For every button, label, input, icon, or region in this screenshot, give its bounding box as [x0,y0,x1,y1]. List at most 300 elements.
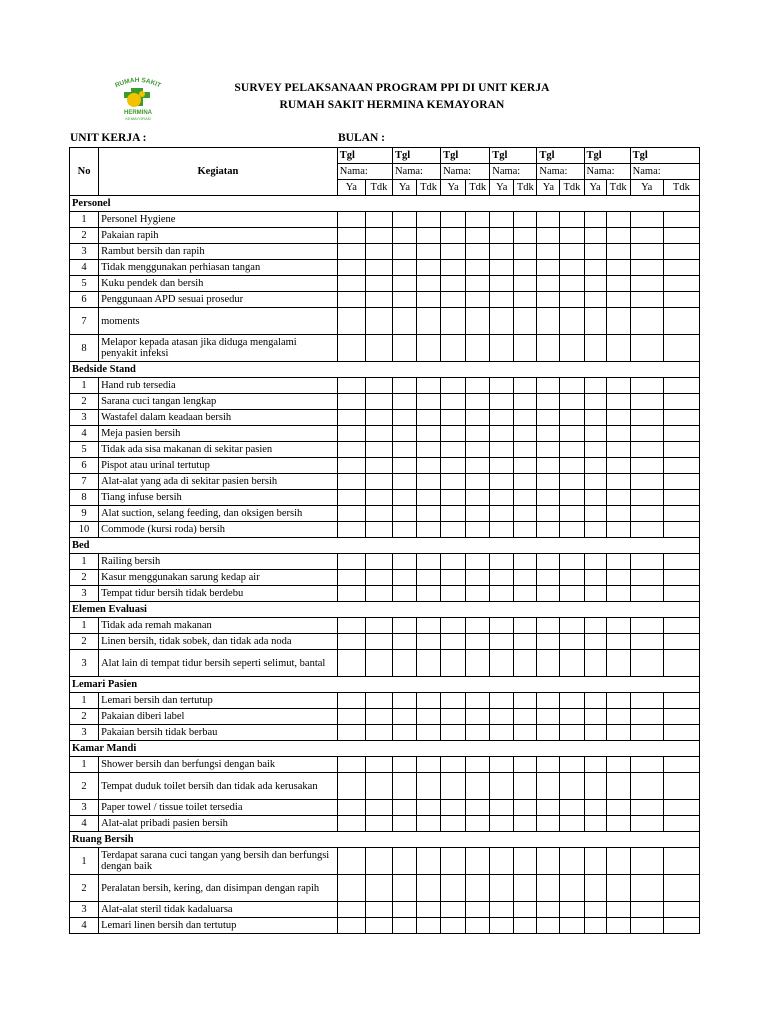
check-cell[interactable] [663,410,699,426]
check-cell[interactable] [606,410,630,426]
check-cell[interactable] [441,426,466,442]
check-cell[interactable] [365,586,392,602]
check-cell[interactable] [584,586,606,602]
check-cell[interactable] [392,618,416,634]
check-cell[interactable] [537,378,560,394]
check-cell[interactable] [537,410,560,426]
check-cell[interactable] [441,458,466,474]
check-cell[interactable] [584,725,606,741]
check-cell[interactable] [466,292,490,308]
check-cell[interactable] [490,490,514,506]
check-cell[interactable] [466,709,490,725]
check-cell[interactable] [337,292,365,308]
check-cell[interactable] [606,773,630,800]
check-cell[interactable] [663,292,699,308]
check-cell[interactable] [606,757,630,773]
check-cell[interactable] [584,618,606,634]
check-cell[interactable] [584,522,606,538]
check-cell[interactable] [606,212,630,228]
check-cell[interactable] [417,650,441,677]
check-cell[interactable] [490,276,514,292]
check-cell[interactable] [417,506,441,522]
check-cell[interactable] [490,442,514,458]
check-cell[interactable] [392,693,416,709]
check-cell[interactable] [630,490,663,506]
check-cell[interactable] [630,308,663,335]
check-cell[interactable] [490,378,514,394]
check-cell[interactable] [490,618,514,634]
check-cell[interactable] [490,693,514,709]
check-cell[interactable] [466,816,490,832]
check-cell[interactable] [537,816,560,832]
check-cell[interactable] [466,335,490,362]
check-cell[interactable] [537,244,560,260]
check-cell[interactable] [365,276,392,292]
check-cell[interactable] [584,709,606,725]
check-cell[interactable] [337,426,365,442]
check-cell[interactable] [441,410,466,426]
check-cell[interactable] [490,212,514,228]
check-cell[interactable] [630,800,663,816]
check-cell[interactable] [663,378,699,394]
check-cell[interactable] [630,458,663,474]
check-cell[interactable] [337,875,365,902]
check-cell[interactable] [417,442,441,458]
check-cell[interactable] [584,506,606,522]
check-cell[interactable] [606,725,630,741]
check-cell[interactable] [337,725,365,741]
check-cell[interactable] [337,260,365,276]
check-cell[interactable] [537,773,560,800]
check-cell[interactable] [337,490,365,506]
check-cell[interactable] [630,709,663,725]
check-cell[interactable] [337,506,365,522]
check-cell[interactable] [490,634,514,650]
check-cell[interactable] [606,709,630,725]
check-cell[interactable] [441,260,466,276]
check-cell[interactable] [584,918,606,934]
check-cell[interactable] [490,586,514,602]
check-cell[interactable] [584,244,606,260]
check-cell[interactable] [417,228,441,244]
check-cell[interactable] [560,757,584,773]
check-cell[interactable] [606,458,630,474]
check-cell[interactable] [490,902,514,918]
check-cell[interactable] [606,816,630,832]
check-cell[interactable] [514,490,537,506]
check-cell[interactable] [663,918,699,934]
check-cell[interactable] [663,634,699,650]
check-cell[interactable] [663,816,699,832]
check-cell[interactable] [514,394,537,410]
check-cell[interactable] [514,260,537,276]
check-cell[interactable] [441,725,466,741]
check-cell[interactable] [630,554,663,570]
check-cell[interactable] [514,693,537,709]
check-cell[interactable] [337,474,365,490]
check-cell[interactable] [630,474,663,490]
check-cell[interactable] [663,650,699,677]
check-cell[interactable] [417,757,441,773]
check-cell[interactable] [560,522,584,538]
check-cell[interactable] [417,212,441,228]
check-cell[interactable] [392,773,416,800]
check-cell[interactable] [417,902,441,918]
check-cell[interactable] [365,634,392,650]
check-cell[interactable] [490,394,514,410]
check-cell[interactable] [365,522,392,538]
check-cell[interactable] [663,260,699,276]
check-cell[interactable] [630,902,663,918]
check-cell[interactable] [490,918,514,934]
check-cell[interactable] [560,586,584,602]
check-cell[interactable] [560,650,584,677]
check-cell[interactable] [560,260,584,276]
check-cell[interactable] [337,757,365,773]
check-cell[interactable] [560,442,584,458]
check-cell[interactable] [663,474,699,490]
check-cell[interactable] [663,902,699,918]
check-cell[interactable] [417,725,441,741]
check-cell[interactable] [337,394,365,410]
check-cell[interactable] [514,634,537,650]
check-cell[interactable] [466,474,490,490]
check-cell[interactable] [365,693,392,709]
check-cell[interactable] [514,212,537,228]
check-cell[interactable] [490,650,514,677]
check-cell[interactable] [466,848,490,875]
check-cell[interactable] [606,335,630,362]
check-cell[interactable] [441,618,466,634]
check-cell[interactable] [630,570,663,586]
check-cell[interactable] [365,918,392,934]
check-cell[interactable] [584,378,606,394]
check-cell[interactable] [606,292,630,308]
check-cell[interactable] [606,554,630,570]
check-cell[interactable] [441,244,466,260]
check-cell[interactable] [365,816,392,832]
check-cell[interactable] [337,650,365,677]
check-cell[interactable] [663,875,699,902]
check-cell[interactable] [365,490,392,506]
check-cell[interactable] [514,918,537,934]
check-cell[interactable] [537,800,560,816]
check-cell[interactable] [514,570,537,586]
check-cell[interactable] [514,426,537,442]
check-cell[interactable] [417,554,441,570]
check-cell[interactable] [392,586,416,602]
check-cell[interactable] [606,800,630,816]
check-cell[interactable] [337,244,365,260]
check-cell[interactable] [466,918,490,934]
check-cell[interactable] [537,335,560,362]
check-cell[interactable] [392,725,416,741]
check-cell[interactable] [441,757,466,773]
check-cell[interactable] [392,292,416,308]
check-cell[interactable] [392,875,416,902]
check-cell[interactable] [337,554,365,570]
check-cell[interactable] [337,410,365,426]
check-cell[interactable] [630,816,663,832]
check-cell[interactable] [392,458,416,474]
check-cell[interactable] [560,816,584,832]
check-cell[interactable] [560,902,584,918]
check-cell[interactable] [514,442,537,458]
check-cell[interactable] [537,308,560,335]
check-cell[interactable] [490,875,514,902]
check-cell[interactable] [417,335,441,362]
check-cell[interactable] [441,228,466,244]
check-cell[interactable] [560,506,584,522]
check-cell[interactable] [417,474,441,490]
check-cell[interactable] [514,506,537,522]
check-cell[interactable] [584,650,606,677]
check-cell[interactable] [365,308,392,335]
check-cell[interactable] [630,757,663,773]
check-cell[interactable] [514,875,537,902]
check-cell[interactable] [392,212,416,228]
check-cell[interactable] [417,394,441,410]
check-cell[interactable] [560,693,584,709]
check-cell[interactable] [337,458,365,474]
check-cell[interactable] [441,875,466,902]
check-cell[interactable] [441,586,466,602]
check-cell[interactable] [337,709,365,725]
check-cell[interactable] [417,848,441,875]
check-cell[interactable] [392,650,416,677]
check-cell[interactable] [514,458,537,474]
check-cell[interactable] [466,260,490,276]
check-cell[interactable] [441,276,466,292]
check-cell[interactable] [490,458,514,474]
check-cell[interactable] [606,394,630,410]
check-cell[interactable] [630,618,663,634]
check-cell[interactable] [490,570,514,586]
check-cell[interactable] [560,848,584,875]
check-cell[interactable] [337,308,365,335]
check-cell[interactable] [490,474,514,490]
check-cell[interactable] [466,442,490,458]
check-cell[interactable] [365,458,392,474]
check-cell[interactable] [663,522,699,538]
check-cell[interactable] [514,757,537,773]
check-cell[interactable] [365,244,392,260]
check-cell[interactable] [337,618,365,634]
check-cell[interactable] [441,442,466,458]
check-cell[interactable] [365,426,392,442]
check-cell[interactable] [584,276,606,292]
check-cell[interactable] [392,260,416,276]
check-cell[interactable] [537,709,560,725]
check-cell[interactable] [417,522,441,538]
check-cell[interactable] [584,757,606,773]
check-cell[interactable] [417,426,441,442]
check-cell[interactable] [537,458,560,474]
check-cell[interactable] [630,875,663,902]
check-cell[interactable] [466,618,490,634]
check-cell[interactable] [365,848,392,875]
check-cell[interactable] [365,474,392,490]
check-cell[interactable] [537,442,560,458]
check-cell[interactable] [584,394,606,410]
check-cell[interactable] [560,918,584,934]
check-cell[interactable] [630,773,663,800]
check-cell[interactable] [537,902,560,918]
check-cell[interactable] [490,522,514,538]
check-cell[interactable] [365,875,392,902]
check-cell[interactable] [490,773,514,800]
check-cell[interactable] [663,554,699,570]
check-cell[interactable] [514,725,537,741]
check-cell[interactable] [584,335,606,362]
check-cell[interactable] [606,308,630,335]
check-cell[interactable] [560,292,584,308]
check-cell[interactable] [441,800,466,816]
check-cell[interactable] [560,228,584,244]
check-cell[interactable] [630,506,663,522]
check-cell[interactable] [584,442,606,458]
check-cell[interactable] [365,506,392,522]
check-cell[interactable] [441,474,466,490]
check-cell[interactable] [490,260,514,276]
check-cell[interactable] [392,570,416,586]
check-cell[interactable] [392,848,416,875]
check-cell[interactable] [466,426,490,442]
check-cell[interactable] [560,335,584,362]
check-cell[interactable] [584,570,606,586]
check-cell[interactable] [365,292,392,308]
check-cell[interactable] [466,458,490,474]
check-cell[interactable] [663,757,699,773]
check-cell[interactable] [392,378,416,394]
check-cell[interactable] [630,378,663,394]
check-cell[interactable] [514,522,537,538]
check-cell[interactable] [417,773,441,800]
check-cell[interactable] [417,918,441,934]
check-cell[interactable] [466,490,490,506]
check-cell[interactable] [337,335,365,362]
check-cell[interactable] [365,725,392,741]
check-cell[interactable] [584,308,606,335]
check-cell[interactable] [441,308,466,335]
check-cell[interactable] [537,292,560,308]
check-cell[interactable] [490,506,514,522]
check-cell[interactable] [365,442,392,458]
check-cell[interactable] [560,554,584,570]
check-cell[interactable] [584,458,606,474]
check-cell[interactable] [417,458,441,474]
check-cell[interactable] [584,693,606,709]
check-cell[interactable] [441,709,466,725]
check-cell[interactable] [365,618,392,634]
check-cell[interactable] [417,244,441,260]
check-cell[interactable] [560,410,584,426]
check-cell[interactable] [560,212,584,228]
check-cell[interactable] [537,570,560,586]
check-cell[interactable] [537,426,560,442]
check-cell[interactable] [663,426,699,442]
check-cell[interactable] [663,570,699,586]
check-cell[interactable] [392,474,416,490]
check-cell[interactable] [365,212,392,228]
check-cell[interactable] [365,335,392,362]
check-cell[interactable] [663,212,699,228]
check-cell[interactable] [490,725,514,741]
check-cell[interactable] [441,816,466,832]
check-cell[interactable] [365,800,392,816]
check-cell[interactable] [606,490,630,506]
check-cell[interactable] [417,570,441,586]
check-cell[interactable] [537,212,560,228]
check-cell[interactable] [441,650,466,677]
check-cell[interactable] [365,709,392,725]
check-cell[interactable] [490,308,514,335]
check-cell[interactable] [537,228,560,244]
check-cell[interactable] [630,918,663,934]
check-cell[interactable] [466,800,490,816]
check-cell[interactable] [417,816,441,832]
check-cell[interactable] [337,800,365,816]
check-cell[interactable] [392,394,416,410]
check-cell[interactable] [417,875,441,902]
check-cell[interactable] [365,378,392,394]
check-cell[interactable] [466,725,490,741]
check-cell[interactable] [417,709,441,725]
check-cell[interactable] [441,918,466,934]
check-cell[interactable] [560,244,584,260]
check-cell[interactable] [584,490,606,506]
check-cell[interactable] [584,292,606,308]
check-cell[interactable] [663,394,699,410]
check-cell[interactable] [466,228,490,244]
check-cell[interactable] [584,773,606,800]
check-cell[interactable] [584,875,606,902]
check-cell[interactable] [417,260,441,276]
check-cell[interactable] [417,276,441,292]
check-cell[interactable] [584,212,606,228]
check-cell[interactable] [365,650,392,677]
check-cell[interactable] [514,618,537,634]
check-cell[interactable] [337,378,365,394]
check-cell[interactable] [392,800,416,816]
check-cell[interactable] [514,474,537,490]
check-cell[interactable] [490,426,514,442]
check-cell[interactable] [537,918,560,934]
check-cell[interactable] [630,725,663,741]
check-cell[interactable] [514,586,537,602]
check-cell[interactable] [441,554,466,570]
check-cell[interactable] [606,902,630,918]
check-cell[interactable] [560,800,584,816]
check-cell[interactable] [630,522,663,538]
check-cell[interactable] [630,426,663,442]
check-cell[interactable] [514,848,537,875]
check-cell[interactable] [663,586,699,602]
check-cell[interactable] [663,442,699,458]
check-cell[interactable] [441,506,466,522]
check-cell[interactable] [466,506,490,522]
check-cell[interactable] [337,228,365,244]
check-cell[interactable] [630,292,663,308]
check-cell[interactable] [663,228,699,244]
check-cell[interactable] [337,442,365,458]
check-cell[interactable] [441,570,466,586]
check-cell[interactable] [441,335,466,362]
check-cell[interactable] [392,757,416,773]
check-cell[interactable] [490,410,514,426]
check-cell[interactable] [584,260,606,276]
check-cell[interactable] [417,378,441,394]
